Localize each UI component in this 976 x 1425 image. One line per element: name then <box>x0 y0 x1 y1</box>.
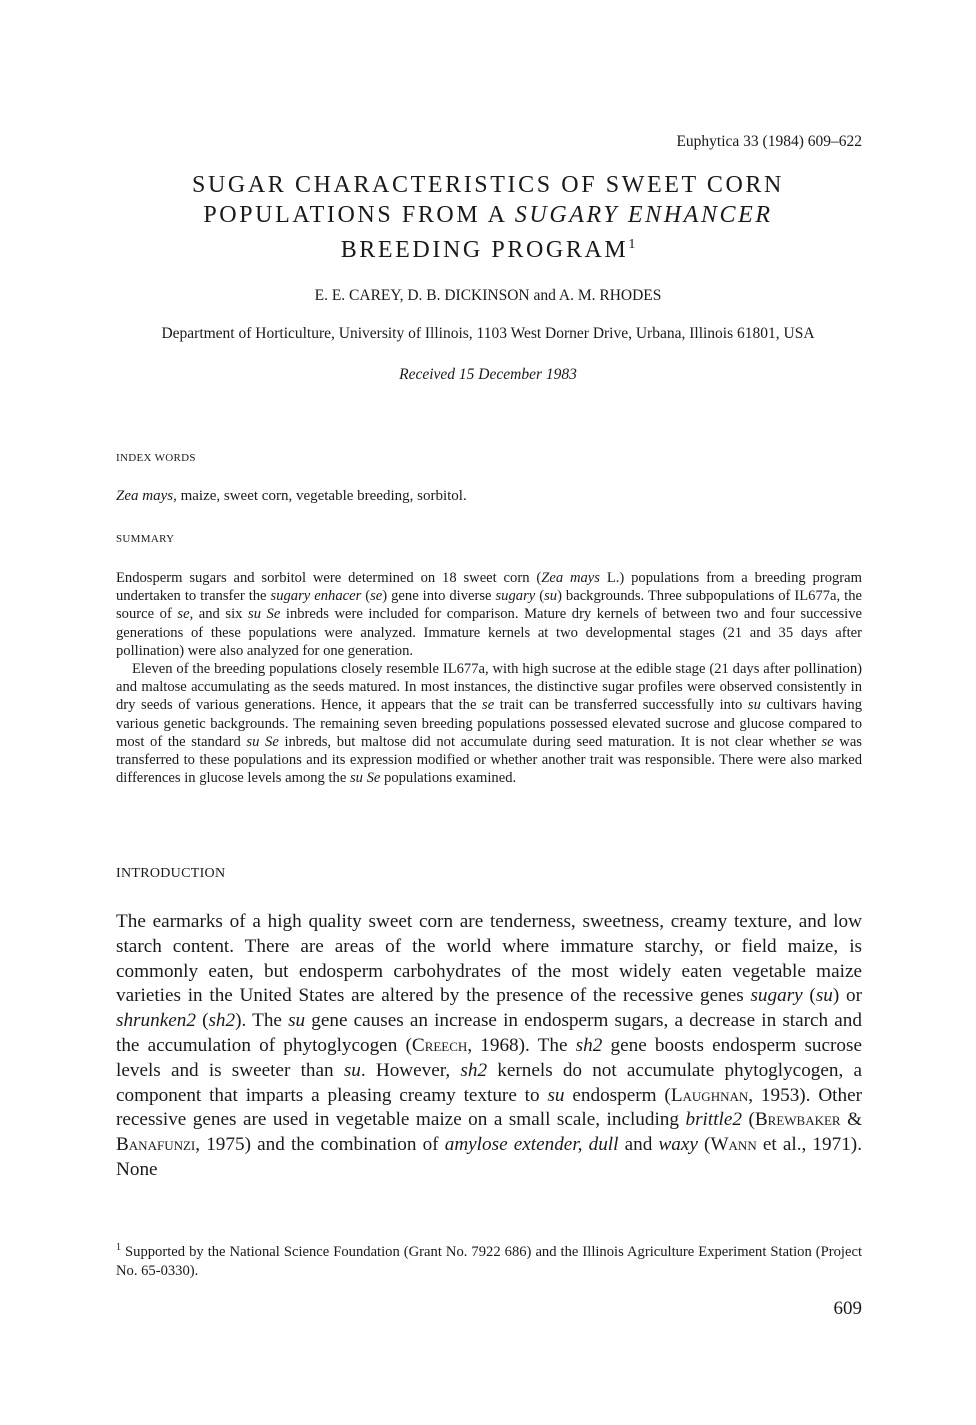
text-run: populations examined. <box>380 770 517 787</box>
text-run: was transferred to these populations and its expression modified or whether another trait was responsible. There were also marked differences in glucose levels among the <box>116 733 862 787</box>
text-run: The earmarks of a high quality sweet corn are tenderness, sweetness, creamy texture, and low starch content. There are areas of the world where immature starchy, or field maize, is commonly eaten, but endosperm carbohydrates of the most widely eaten vegetable maize varieties in the United States are altered by the presence of the recessive genes <box>116 911 862 1007</box>
text-run: , 1953). Other recessive genes are used in vegetable maize on a small scale, including <box>116 1084 863 1131</box>
italic-run: shrunken2 <box>116 1010 196 1032</box>
introduction-heading: INTRODUCTION <box>116 866 226 881</box>
title-footnote-mark: 1 <box>628 237 636 252</box>
text-run: endosperm ( <box>564 1084 671 1106</box>
text-run: trait can be transferred successfully into <box>494 697 748 714</box>
text-run: gene boosts endosperm sucrose levels and is sweeter than <box>116 1034 863 1081</box>
italic-run: se <box>177 606 190 623</box>
index-words-rest: , maize, sweet corn, vegetable breeding, sorbitol. <box>173 488 467 504</box>
text-run: ( <box>361 588 371 605</box>
introduction-body <box>116 910 862 1183</box>
citation-author: Laughnan <box>670 1084 749 1106</box>
text-run: inbreds were included for comparison. Mature dry kernels of between two and four successive generations of these populations were analyzed. Immature kernels at two developmental stages (21 and 35 days after pollination) were also analyzed for one generation. <box>116 606 862 659</box>
italic-run: su <box>343 1059 361 1081</box>
italic-run: amylose extender, dull <box>444 1134 619 1156</box>
footnote-mark: 1 <box>116 1242 121 1253</box>
footnote <box>116 1238 862 1281</box>
summary-body <box>116 569 862 787</box>
italic-run: se <box>482 697 495 714</box>
text-run: ( <box>802 985 816 1007</box>
index-words-heading: INDEX WORDS <box>116 452 196 464</box>
italic-run: sugary <box>750 985 803 1007</box>
text-run: L.) populations from a breeding program undertaken to transfer the <box>116 570 862 605</box>
text-run: Endosperm sugars and sorbitol were determined on 18 sweet corn ( <box>116 570 542 586</box>
text-run: ( <box>697 1134 711 1156</box>
page-number: 609 <box>833 1298 862 1319</box>
text-run: ) backgrounds. Three subpopulations of IL677a, the source of <box>116 588 862 623</box>
summary-paragraph-1 <box>116 569 862 660</box>
footnote-text: Supported by the National Science Foundation (Grant No. 7922 686) and the Illinois Agriculture Experiment Station (Project No. 65-0330). <box>116 1243 862 1279</box>
italic-run: su <box>288 1010 306 1032</box>
title-line-2a: POPULATIONS FROM A <box>203 202 515 228</box>
italic-run: sh2 <box>575 1034 603 1056</box>
italic-run: su Se <box>246 733 279 750</box>
text-run: ) gene into diverse <box>382 588 496 605</box>
journal-reference: Euphytica 33 (1984) 609–622 <box>676 133 862 150</box>
text-run: ( <box>535 588 545 605</box>
text-run: ). The <box>235 1010 289 1032</box>
italic-run: sh2 <box>208 1010 236 1032</box>
index-words-italic: Zea mays <box>116 488 174 504</box>
text-run: inbreds, but maltose did not accumulate during seed maturation. It is not clear whether <box>278 733 822 750</box>
text-run: cultivars having various genetic backgrounds. The remaining seven breeding populations possessed elevated sucrose and glucose compared to most of the standard <box>116 697 862 750</box>
italic-run: sugary enhacer <box>270 588 362 605</box>
index-words <box>116 488 467 505</box>
italic-run: su Se <box>248 606 281 623</box>
text-run: , 1975) and the combination of <box>195 1134 445 1156</box>
italic-run: se <box>821 733 834 750</box>
text-run: , and six <box>189 606 249 623</box>
introduction-paragraph-1 <box>116 910 862 1183</box>
italic-run: waxy <box>658 1134 698 1156</box>
text-run: ) or <box>832 985 862 1007</box>
italic-run: Zea mays <box>541 570 600 586</box>
summary-paragraph-2 <box>116 660 862 787</box>
text-run: Eleven of the breeding populations closely resemble IL677a, with high sucrose at the edible stage (21 days after pollination) and maltose accumulating as the seeds matured. In most instances, the distinctive sugar profiles were observed consistently in dry seeds of various generations. Hence, it appears that the <box>116 661 862 714</box>
italic-run: su <box>544 588 558 605</box>
citation-author: Wann <box>710 1134 757 1156</box>
italic-run: su <box>747 697 761 714</box>
summary-heading: SUMMARY <box>116 533 175 545</box>
italic-run: brittle2 <box>685 1109 742 1131</box>
italic-run: su Se <box>349 770 381 787</box>
italic-run: su <box>547 1084 565 1106</box>
text-run: ( <box>195 1010 209 1032</box>
text-run: , 1968). The <box>467 1034 576 1056</box>
title-line-1: SUGAR CHARACTERISTICS OF SWEET CORN <box>192 172 784 198</box>
text-run: gene causes an increase in endosperm sugars, a decrease in starch and the accumulation of phytoglycogen ( <box>116 1010 862 1056</box>
text-run: kernels do not accumulate phytoglycogen, a component that imparts a pleasing creamy texture to <box>116 1059 862 1106</box>
italic-run: se <box>370 588 383 605</box>
author-list: E. E. CAREY, D. B. DICKINSON and A. M. RHODES <box>314 287 662 304</box>
text-run: and <box>618 1134 659 1156</box>
title-line-3: BREEDING PROGRAM <box>340 237 629 263</box>
affiliation: Department of Horticulture, University of Illinois, 1103 West Dorner Drive, Urbana, Illinois 61801, USA <box>161 325 815 342</box>
text-run: et al., 1971). None <box>116 1134 862 1180</box>
citation-author: Brewbaker & Banafunzi <box>116 1109 863 1156</box>
italic-run: sh2 <box>460 1059 488 1081</box>
italic-run: sugary <box>495 588 536 605</box>
title-line-2b: SUGARY ENHANCER <box>514 202 773 228</box>
received-date: Received 15 December 1983 <box>399 366 577 383</box>
article-title <box>120 170 856 265</box>
italic-run: su <box>815 985 833 1007</box>
text-run: . However, <box>360 1059 461 1081</box>
citation-author: Creech <box>411 1034 468 1056</box>
text-run: ( <box>741 1109 755 1131</box>
